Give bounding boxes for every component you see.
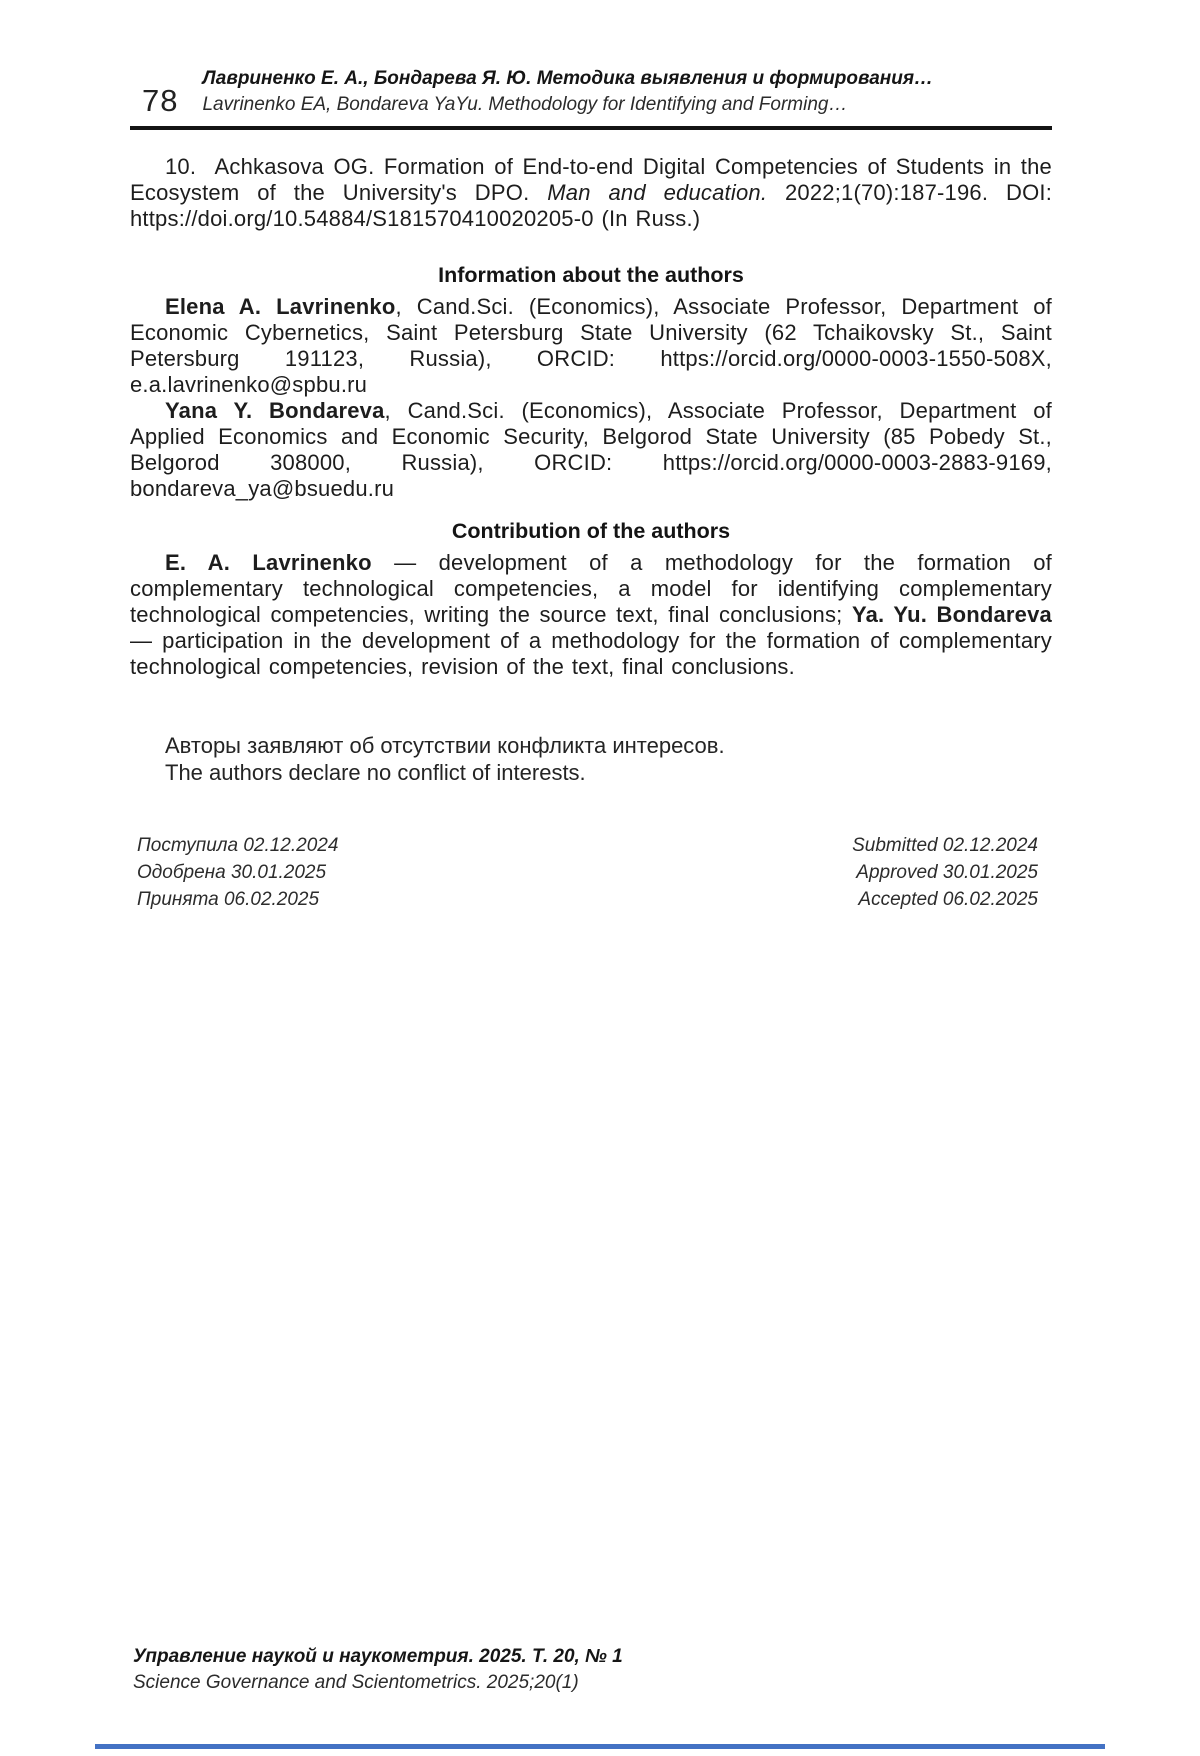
running-head — [202, 66, 1052, 118]
authors-info-heading: Information about the authors — [438, 263, 744, 287]
date-submitted-en: Submitted 02.12.2024 — [852, 835, 1038, 856]
conflict-of-interest-block — [130, 732, 1052, 786]
contribution-author-2-text: — participation in the development of a methodology for the formation of complementary technological competencies, revision of the text, final conclusions. — [130, 628, 1052, 679]
article-dates — [130, 832, 1052, 913]
reference-number: 10. — [165, 154, 197, 179]
contribution-paragraph — [130, 550, 1052, 680]
date-approved-ru: Одобрена 30.01.2025 — [137, 862, 327, 883]
date-submitted-ru: Поступила 02.12.2024 — [137, 835, 339, 856]
date-row-accepted — [130, 886, 1052, 913]
date-approved-en: Approved 30.01.2025 — [856, 862, 1038, 883]
date-row-submitted — [130, 832, 1052, 859]
journal-title-ru: Управление наукой и наукометрия. 2025. Т. 20, № 1 — [133, 1646, 623, 1667]
content-column — [130, 0, 1052, 913]
conflict-statement-ru: Авторы заявляют об отсутствии конфликта интересов. — [165, 733, 725, 758]
reference-text: Achkasova OG. Formation of End-to-end Digital Competencies of Students in the Ecosystem of the University's DPO. — [130, 154, 1052, 205]
author-2-name: Yana Y. Bondareva — [165, 398, 385, 423]
header-rule — [130, 126, 1052, 130]
page-number: 78 — [142, 83, 179, 118]
contribution-author-1-text: — development of a methodology for the formation of complementary technological competencies, a model for identifying complementary technological competencies, writing the source text, final conclusions; — [130, 550, 1052, 627]
conflict-statement-en: The authors declare no conflict of interests. — [165, 760, 586, 785]
contribution-heading: Contribution of the authors — [451, 519, 731, 543]
reference-entry — [130, 154, 1052, 232]
date-accepted-ru: Принята 06.02.2025 — [137, 889, 320, 910]
contribution-author-2: Ya. Yu. Bondareva — [851, 602, 1052, 627]
running-title-en: Lavrinenko EA, Bondareva YaYu. Methodology for Identifying and Forming… — [202, 94, 848, 115]
author-entry-2 — [130, 398, 1052, 502]
author-1-details: , Cand.Sci. (Economics), Associate Professor, Department of Economic Cybernetics, Saint Petersburg State University (62 Tchaikovsky St., Saint Petersburg 191123, Russia), ORCID: https://orcid.org/0000-0003-1550-508X, e.a.lavrinenko@spbu.ru — [130, 294, 1052, 397]
footer-accent-bar — [95, 1744, 1105, 1749]
page-header — [130, 66, 1052, 118]
author-entry-1 — [130, 294, 1052, 398]
author-2-details: , Cand.Sci. (Economics), Associate Professor, Department of Applied Economics and Economic Security, Belgorod State University (85 Pobedy St., Belgorod 308000, Russia), ORCID: https://orcid.org/0000-0003-2883-9169, bondareva_ya@bsuedu.ru — [130, 398, 1052, 501]
date-accepted-en: Accepted 06.02.2025 — [858, 889, 1038, 910]
reference-citation-tail: 2022;1(70):187-196. DOI: https://doi.org/10.54884/S181570410020205-0 (In Russ.) — [130, 180, 1053, 231]
page-footer — [133, 1644, 623, 1696]
author-1-name: Elena A. Lavrinenko — [165, 294, 396, 319]
running-title-ru: Лавриненко Е. А., Бондарева Я. Ю. Методика выявления и формирования… — [202, 68, 934, 89]
reference-journal-name: Man and education. — [547, 180, 768, 205]
journal-title-en: Science Governance and Scientometrics. 2025;20(1) — [133, 1672, 579, 1693]
contribution-author-1: E. A. Lavrinenko — [165, 550, 372, 575]
date-row-approved — [130, 859, 1052, 886]
